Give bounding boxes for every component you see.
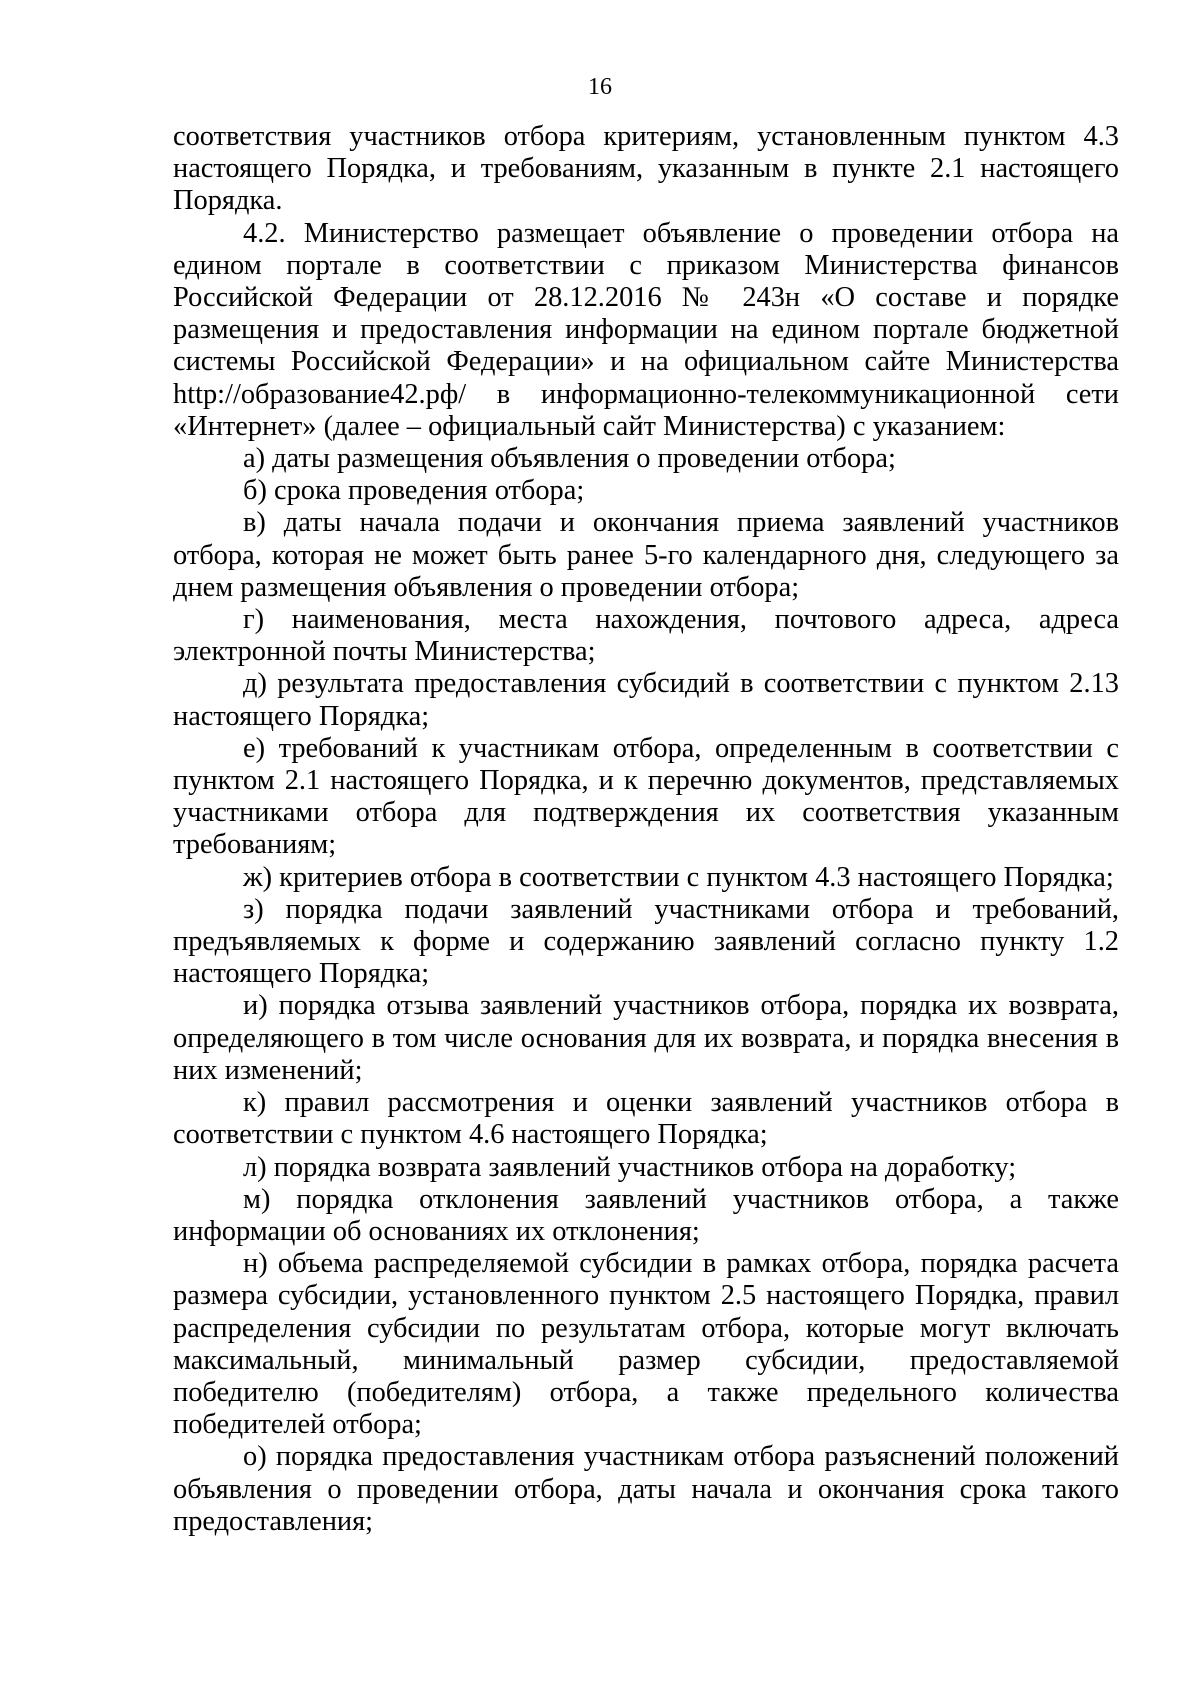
- paragraph: к) правил рассмотрения и оценки заявлений участников отбора в соответствии с пунктом 4.6 настоящего Порядка;: [173, 1087, 1119, 1151]
- paragraph: л) порядка возврата заявлений участников отбора на доработку;: [243, 1151, 1017, 1183]
- paragraph: з) порядка подачи заявлений участниками отбора и требований, предъявляемых к форме и содержанию заявлений согласно пункту 1.2 настоящего Порядка;: [173, 893, 1119, 990]
- paragraph: соответствия участников отбора критериям, установленным пунктом 4.3 настоящего Порядка, и требованиям, указанным в пункте 2.1 настоящего Порядка.: [173, 121, 1119, 217]
- page-number: 16: [588, 74, 612, 100]
- paragraph: м) порядка отклонения заявлений участников отбора, а также информации об основаниях их отклонения;: [173, 1183, 1119, 1247]
- paragraph: а) даты размещения объявления о проведении отбора;: [243, 443, 896, 475]
- document-body: [173, 121, 1119, 1538]
- paragraph: и) порядка отзыва заявлений участников отбора, порядка их возврата, определяющего в том числе основания для их возврата, и порядка внесения в них изменений;: [173, 990, 1119, 1086]
- paragraph: б) срока проведения отбора;: [243, 475, 585, 507]
- paragraph: в) даты начала подачи и окончания приема заявлений участников отбора, которая не может быть ранее 5-го календарного дня, следующего за днем размещения объявления о проведении отбора;: [173, 507, 1119, 603]
- paragraph: д) результата предоставления субсидий в соответствии с пунктом 2.13 настоящего Порядка;: [173, 668, 1119, 732]
- paragraph: е) требований к участникам отбора, определенным в соответствии с пунктом 2.1 настоящего Порядка, и к перечню документов, представляемых участниками отбора для подтверждения их соответствия указанным требованиям;: [173, 732, 1119, 861]
- paragraph: 4.2. Министерство размещает объявление о проведении отбора на едином портале в соответствии с приказом Министерства финансов Российской Федерации от 28.12.2016 № 243н «О составе и порядке размещения и предоставления информации на едином портале бюджетной системы Российской Федерации» и на официальном сайте Министерства http://образование42.рф/ в информационно-телекоммуникационной сети «Интернет» (далее – официальный сайт Министерства) с указанием:: [173, 217, 1119, 442]
- paragraph: н) объема распределяемой субсидии в рамках отбора, порядка расчета размера субсидии, установленного пунктом 2.5 настоящего Порядка, правил распределения субсидии по результатам отбора, которые могут включать максимальный, минимальный размер субсидии, предоставляемой победителю (победителям) отбора, а также предельного количества победителей отбора;: [173, 1248, 1119, 1441]
- paragraph: о) порядка предоставления участникам отбора разъяснений положений объявления о проведении отбора, даты начала и окончания срока такого предоставления;: [173, 1441, 1119, 1537]
- paragraph: ж) критериев отбора в соответствии с пунктом 4.3 настоящего Порядка;: [243, 861, 1114, 893]
- paragraph: г) наименования, места нахождения, почтового адреса, адреса электронной почты Министерства;: [173, 604, 1119, 668]
